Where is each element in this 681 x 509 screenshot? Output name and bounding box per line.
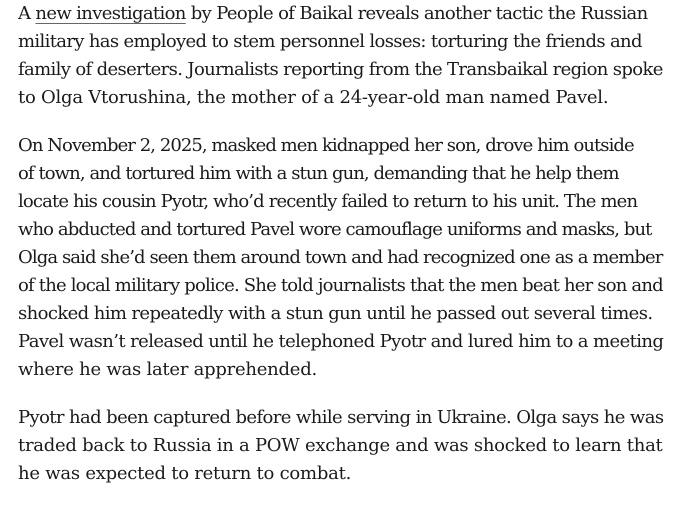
text-span: by People of Baikal reveals another tactic the Russian (185, 3, 648, 24)
paragraph-line: military has employed to stem personnel losses: torturing the friends and (18, 31, 642, 52)
paragraph-line: where he was later apprehended. (18, 359, 317, 380)
paragraph-line: On November 2, 2025, masked men kidnapped her son, drove him outside (18, 135, 634, 156)
paragraph-line: family of deserters. Journalists reporting from the Transbaikal region spoke (18, 59, 663, 80)
paragraph-line: who abducted and tortured Pavel wore camouflage uniforms and masks, but (18, 219, 652, 240)
text-span: A (18, 3, 36, 24)
paragraph-line: to Olga Vtorushina, the mother of a 24-year-old man named Pavel. (18, 87, 609, 108)
paragraph-line: he was expected to return to combat. (18, 463, 352, 484)
paragraph-3 (18, 404, 663, 488)
paragraph-line: traded back to Russia in a POW exchange and was shocked to learn that (18, 435, 663, 456)
paragraph-line: Pavel wasn’t released until he telephoned Pyotr and lured him to a meeting (18, 331, 664, 352)
paragraph-2 (18, 132, 663, 384)
paragraph-line: locate his cousin Pyotr, who’d recently failed to return to his unit. The men (18, 191, 638, 212)
new-investigation-link[interactable]: new investigation (35, 3, 186, 24)
paragraph-line (18, 0, 663, 28)
paragraph-1 (18, 0, 663, 112)
paragraph-line: of town, and tortured him with a stun gun, demanding that he help them (18, 163, 619, 184)
paragraph-line: Pyotr had been captured before while serving in Ukraine. Olga says he was (18, 407, 664, 428)
paragraph-line: shocked him repeatedly with a stun gun until he passed out several times. (18, 303, 653, 324)
paragraph-line: Olga said she’d seen them around town and had recognized one as a member (18, 247, 663, 268)
paragraph-line: of the local military police. She told journalists that the men beat her son and (18, 275, 663, 296)
